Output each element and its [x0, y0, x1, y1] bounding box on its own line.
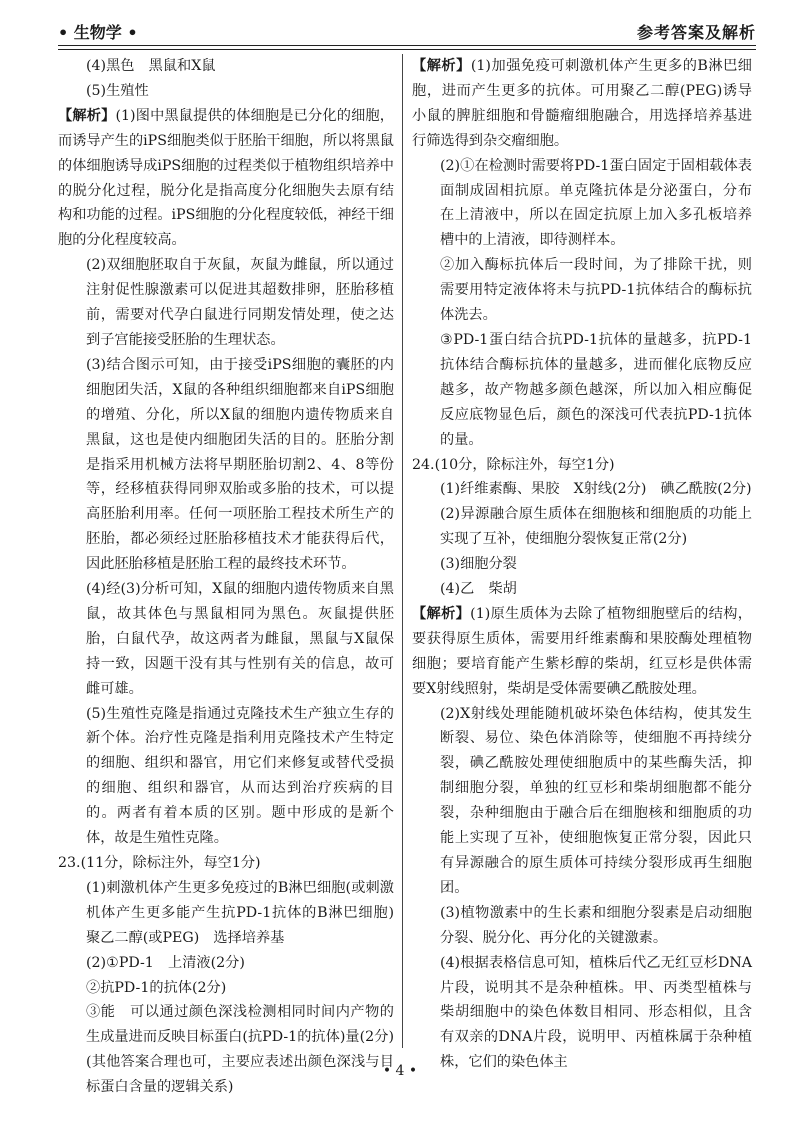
question-heading: 23.(11分，除标注外，每空1分): [58, 855, 261, 871]
question-heading: 24.(10分，除标注外，每空1分): [412, 456, 615, 473]
answer-line: (1)刺激机体产生更多免疫过的B淋巴细胞(或刺激机体产生更多能产生抗PD-1抗体的B淋巴细胞) 聚乙二醇(或PEG) 选择培养基: [86, 879, 409, 946]
header-rule-thick: [58, 49, 756, 50]
answer-line: (2)①PD-1 上清液(2分): [86, 954, 245, 971]
answer-line: ③能 可以通过颜色深浅检测相同时间内产物的生成量进而反映目标蛋白(抗PD-1的抗体)量(2分)(其他答案合理也可，主要应表述出颜色深浅与目标蛋白含量的逻辑关系): [86, 1004, 394, 1096]
analysis-paragraph: ②加入酶标抗体后一段时间，为了排除干扰，则需要用特定液体将未与抗PD-1抗体结合的酶标抗体洗去。: [440, 257, 752, 324]
analysis-paragraph: (5)生殖性克隆是指通过克隆技术生产独立生存的新个体。治疗性克隆是指利用克隆技术产生特定的细胞、组织和器官，用它们来修复或替代受损的细胞、组织和器官，从而达到治疗疾病的目的。两者有着本质的区别。题中形成的是新个体，故是生殖性克隆。: [86, 705, 394, 847]
header-rule-thin: [58, 45, 756, 46]
analysis-paragraph: ③PD-1蛋白结合抗PD-1抗体的量越多，抗PD-1抗体结合酶标抗体的量越多，进而催化底物反应越多，故产物越多颜色越深，所以加入相应酶促反应底物显色后，颜色的深浅可代表抗PD-1抗体的量。: [440, 331, 752, 448]
analysis-paragraph: (2)X射线处理能随机破坏染色体结构，使其发生断裂、易位、染色体消除等，使细胞不再持续分裂，碘乙酰胺处理使细胞质中的某些酶失活，抑制细胞分裂，单独的红豆杉和柴胡细胞都不能分裂，杂种细胞由于融合后在细胞核和细胞质的功能上实现了互补，使细胞恢复正常分裂，因此只有异源融合的原生质体可持续分裂形成再生细胞团。: [440, 705, 752, 896]
analysis-tag: 【解析】: [412, 605, 471, 622]
analysis-paragraph: (2)①在检测时需要将PD-1蛋白固定于固相载体表面制成固相抗原。单克隆抗体是分泌蛋白，分布在上清液中，所以在固定抗原上加入多孔板培养槽中的上清液，即待测样本。: [440, 157, 752, 249]
analysis-paragraph: 【解析】(1)加强免疫可刺激机体产生更多的B淋巴细胞，进而产生更多的抗体。可用聚乙二醇(PEG)诱导小鼠的脾脏细胞和骨髓瘤细胞融合，用选择培养基进行筛选得到杂交瘤细胞。: [412, 58, 752, 149]
section-title: 参考答案及解析: [636, 23, 756, 42]
analysis-paragraph: 【解析】(1)原生质体为去除了植物细胞壁后的结构，要获得原生质体，需要用纤维素酶和果胶酶处理植物细胞；要培育能产生紫杉醇的柴胡，红豆杉是供体需要X射线照射，柴胡是受体需要碘乙酰胺处理。: [412, 605, 752, 697]
answer-line: (1)纤维素酶、果胶 X射线(2分) 碘乙酰胺(2分): [440, 481, 752, 498]
answer-line: (4)黑色 黑鼠和X鼠: [86, 58, 216, 74]
analysis-paragraph: (2)双细胞胚取自于灰鼠，灰鼠为雌鼠，所以通过注射促性腺激素可以促进其超数排卵，胚胎移植前，需要对代孕白鼠进行同期发情处理，使之达到子宫能接受胚胎的生理状态。: [86, 257, 394, 348]
page-number: • 4 •: [382, 1063, 418, 1079]
analysis-tag: 【解析】: [412, 58, 471, 74]
right-column: [412, 54, 752, 1071]
analysis-tag: 【解析】: [58, 107, 116, 124]
answer-line: ②抗PD-1的抗体(2分): [86, 979, 227, 996]
analysis-paragraph: (4)根据表格信息可知，植株后代乙无红豆杉DNA片段，说明其不是杂种植株。甲、丙类型植株与柴胡细胞中的染色体数目相同、形态相似，且含有双亲的DNA片段，说明甲、丙植株属于杂种植株，它们的染色体主: [440, 954, 752, 1071]
column-divider: [402, 54, 403, 1048]
answer-line: (4)乙 柴胡: [440, 581, 517, 598]
answer-line: (2)异源融合原生质体在细胞核和细胞质的功能上实现了互补，使细胞分裂恢复正常(2分): [440, 506, 752, 548]
left-column: [58, 54, 409, 1096]
answer-line: (3)细胞分裂: [440, 556, 517, 573]
analysis-paragraph: (3)结合图示可知，由于接受iPS细胞的囊胚的内细胞团失活，X鼠的各种组织细胞都来自iPS细胞的增殖、分化，所以X鼠的细胞内遗传物质来自黑鼠，这也是使内细胞团失活的目的。胚胎分割是指采用机械方法将早期胚胎切割2、4、8等份等，经移植获得同卵双胎或多胎的技术，可以提高胚胎利用率。任何一项胚胎工程技术所生产的胚胎，都必须经过胚胎移植技术才能获得后代，因此胚胎移植是胚胎工程的最终技术环节。: [86, 356, 394, 573]
analysis-paragraph: (3)植物激素中的生长素和细胞分裂素是启动细胞分裂、脱分化、再分化的关键激素。: [440, 904, 752, 946]
page-header: [58, 14, 756, 48]
answer-line: (5)生殖性: [86, 82, 149, 99]
subject-label: • 生物学 •: [58, 23, 138, 42]
analysis-paragraph: (4)经(3)分析可知，X鼠的细胞内遗传物质来自黑鼠，故其体色与黑鼠相同为黑色。灰鼠提供胚胎，白鼠代孕，故这两者为雌鼠，黑鼠与X鼠保持一致，因题干没有其与性别有关的信息，故可雌可雄。: [86, 581, 394, 697]
analysis-paragraph: 【解析】(1)图中黑鼠提供的体细胞是已分化的细胞，而诱导产生的iPS细胞类似于胚胎干细胞，所以将黑鼠的体细胞诱导成iPS细胞的过程类似于植物组织培养中的脱分化过程，脱分化是指高度分化细胞失去原有结构和功能的过程。iPS细胞的分化程度较低，神经干细胞的分化程度较高。: [58, 107, 394, 249]
